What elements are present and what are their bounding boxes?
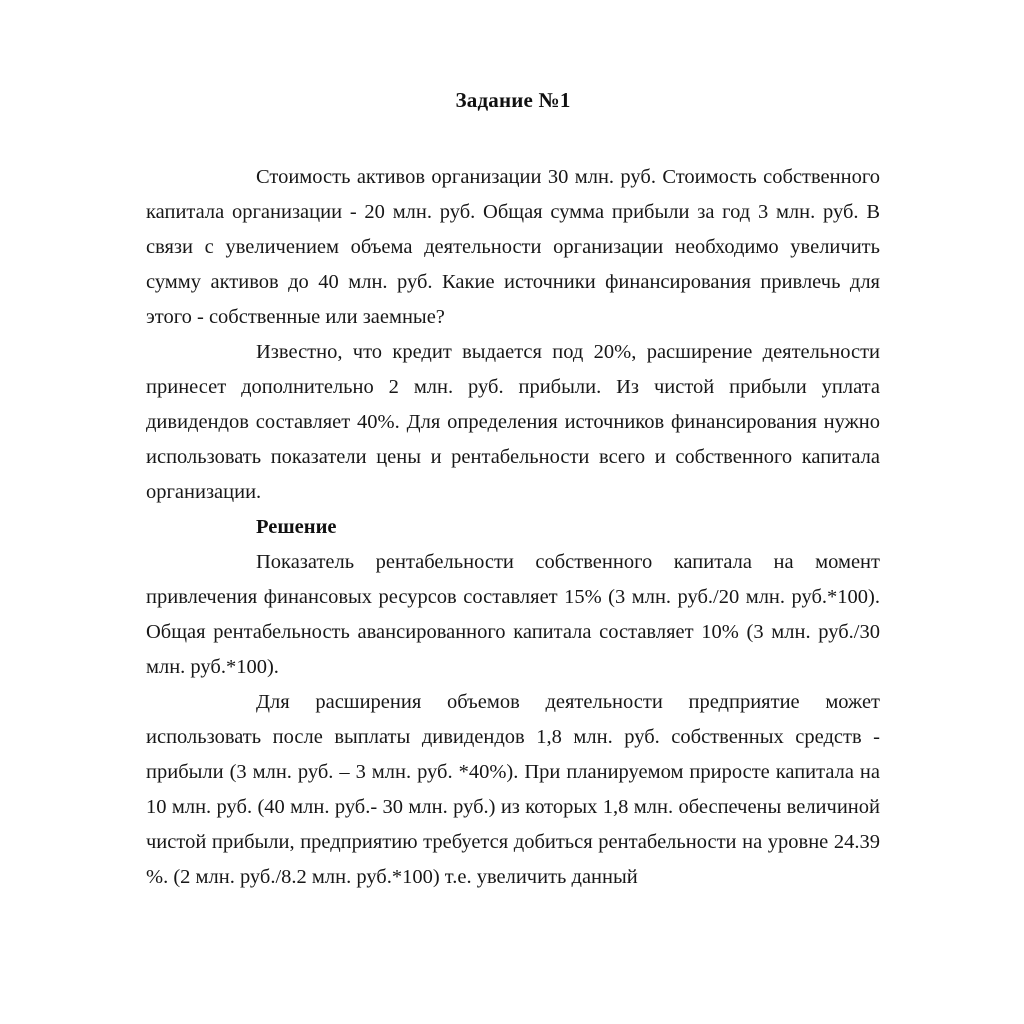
paragraph-task-statement-1: Стоимость активов организации 30 млн. руб. Стоимость собственного капитала организации - 20 млн. руб. Общая сумма прибыли за год 3 млн. руб. В связи с увеличением объема деятельности организации необходимо увеличить сумму активов до 40 млн. руб. Какие источники финансирования привлечь для этого - собственные или заемные? bbox=[146, 166, 880, 328]
page-title: Задание №1 bbox=[455, 88, 571, 112]
title-spacer bbox=[146, 114, 880, 160]
paragraph-solution-2: Для расширения объемов деятельности предприятие может использовать после выплаты дивидендов 1,8 млн. руб. собственных средств - прибыли (3 млн. руб. – 3 млн. руб. *40%). При планируемом приросте капитала на 10 млн. руб. (40 млн. руб.- 30 млн. руб.) из которых 1,8 млн. обеспечены величиной чистой прибыли, предприятию требуется добиться рентабельности на уровне 24.39 %. (2 млн. руб./8.2 млн. руб.*100) т.е. увеличить данный bbox=[146, 691, 880, 888]
paragraph-solution-1: Показатель рентабельности собственного капитала на момент привлечения финансовых ресурсов составляет 15% (3 млн. руб./20 млн. руб.*100). Общая рентабельность авансированного капитала составляет 10% (3 млн. руб./30 млн. руб.*100). bbox=[146, 551, 880, 678]
paragraph-task-statement-2: Известно, что кредит выдается под 20%, расширение деятельности принесет дополнительно 2 млн. руб. прибыли. Из чистой прибыли уплата дивидендов составляет 40%. Для определения источников финансирования нужно использовать показатели цены и рентабельности всего и собственного капитала организации. bbox=[146, 341, 880, 503]
document-body bbox=[146, 86, 880, 895]
page-bottom-clip bbox=[0, 1004, 1024, 1024]
solution-heading: Решение bbox=[256, 516, 337, 538]
